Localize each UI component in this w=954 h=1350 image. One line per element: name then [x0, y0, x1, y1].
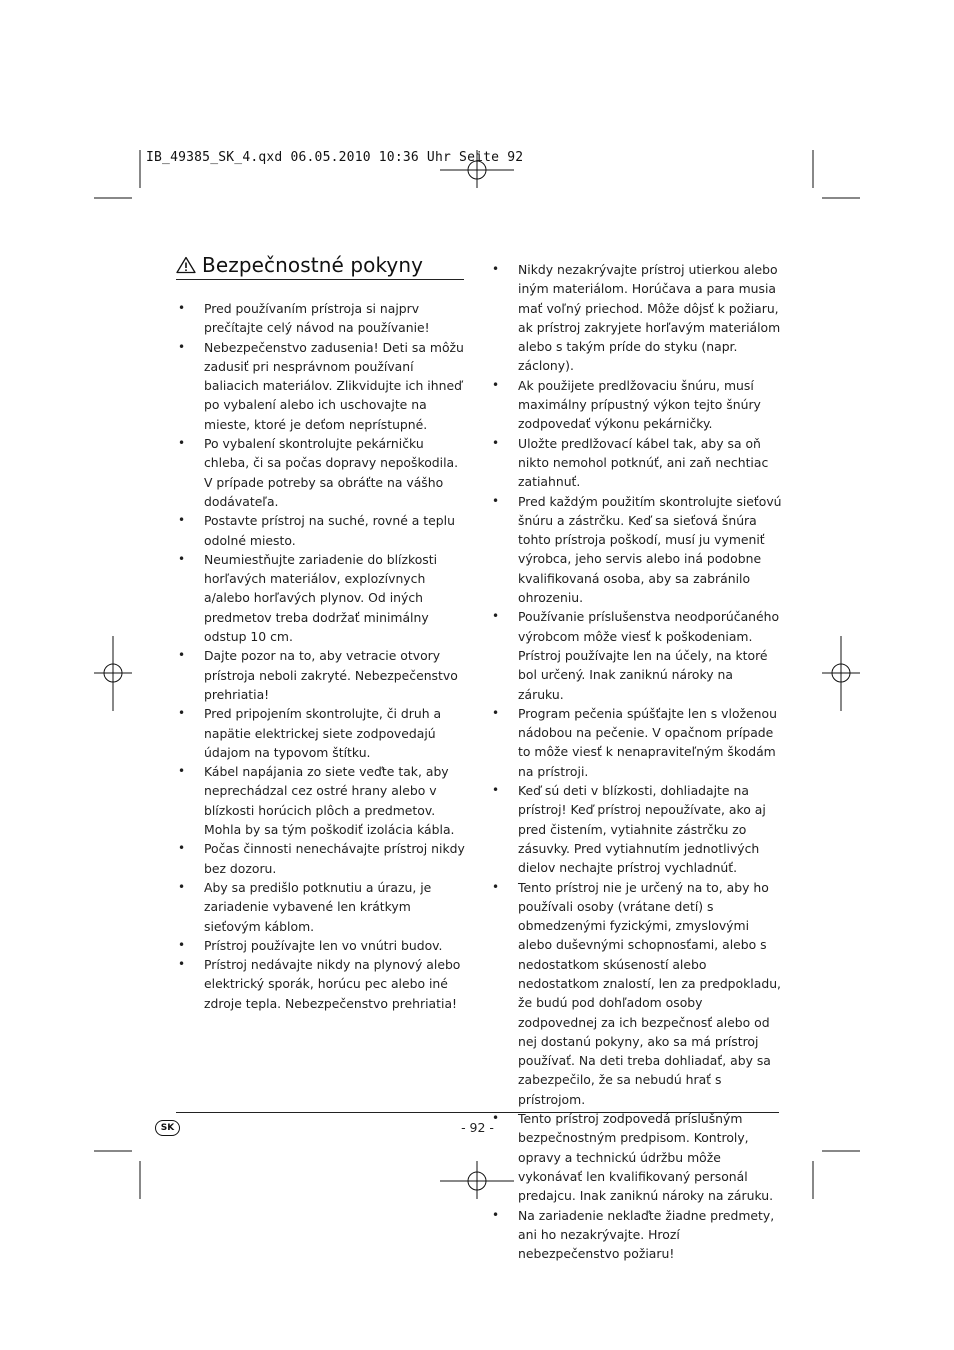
- list-item: [176, 936, 466, 955]
- print-slug-line: IB_49385_SK_4.qxd 06.05.2010 10:36 Uhr Seite 92: [146, 150, 524, 165]
- bullet-marker: •: [492, 262, 500, 276]
- list-item: [176, 762, 466, 839]
- list-item-text: Ak použijete predlžovaciu šnúru, musí maximálny prípustný výkon tejto šnúry zodpovedať výkonu pekárničky.: [518, 377, 761, 432]
- list-item-text: Na zariadenie neklaďte žiadne predmety, ani ho nezakrývajte. Hrozí nebezpečenstvo požiaru!: [518, 1207, 775, 1262]
- list-item-text: Pred každým použitím skontrolujte sieťovú šnúru a zástrčku. Keď sa sieťová šnúra tohto prístroja poškodí, musí ju vymeniť výrobca, jeho servis alebo iná podobne kvalifikovaná osoba, aby sa zabránilo ohrozeniu.: [518, 493, 782, 606]
- bullet-marker: •: [178, 879, 186, 894]
- bullet-marker: •: [178, 706, 186, 721]
- bullet-marker: •: [492, 705, 500, 720]
- warning-triangle-icon: [176, 256, 196, 274]
- bullet-marker: •: [492, 1207, 500, 1222]
- bullet-marker: •: [178, 764, 186, 779]
- list-item-text: Tento prístroj nie je určený na to, aby ho používali osoby (vrátane detí) s obmedzenými fyzickými, zmyslovými alebo duševnými schopnosťami, alebo s nedostatkom skúseností alebo nedostatkom znalostí, len za predpokladu, že budú pod dohľadom osoby zodpovednej za ich bezpečnosť alebo od nej dostanú pokyny, ako sa má prístroj používať. Na deti treba dohliadať, aby sa zabezpečilo, že sa nebudú hrať s prístrojom.: [518, 879, 781, 1107]
- language-badge: SK: [155, 1120, 180, 1136]
- bullet-marker: •: [492, 783, 500, 798]
- page-title: Bezpečnostné pokyny: [202, 253, 424, 277]
- list-item-text: Pred pripojením skontrolujte, či druh a napätie elektrickej siete zodpovedajú údajom na typovom štítku.: [204, 706, 442, 760]
- bullet-marker: •: [178, 937, 186, 952]
- list-item-text: Neumiestňujte zariadenie do blízkosti horľavých materiálov, explozívnych a/alebo horľavých plynov. Od iných predmetov treba dodržať minimálny odstup 10 cm.: [204, 551, 438, 645]
- bullet-marker: •: [178, 551, 186, 566]
- list-item-text: Po vybalení skontrolujte pekárničku chleba, či sa počas dopravy nepoškodila. V prípade potreby sa obráťte na vášho dodávateľa.: [204, 436, 459, 509]
- list-item: [490, 434, 782, 492]
- list-item: [176, 646, 466, 704]
- list-item-text: Kábel napájania zo siete veďte tak, aby neprechádzal cez ostré hrany alebo v blízkosti horúcich plôch a predmetov. Mohla by sa tým poškodiť izolácia kábla.: [204, 764, 455, 838]
- bullet-marker: •: [492, 377, 500, 392]
- bullet-marker: •: [492, 493, 500, 508]
- list-item-text: Tento prístroj zodpovedá príslušným bezpečnostným predpisom. Kontroly, opravy a technickú údržbu môže vykonávať len kvalifikovaný personál predajcu. Inak zaniknú nároky na záruku.: [518, 1111, 774, 1204]
- list-item: [176, 299, 466, 338]
- list-item-text: Dajte pozor na to, aby vetracie otvory prístroja neboli zakryté. Nebezpečenstvo prehriatia!: [204, 648, 458, 702]
- list-item-text: Aby sa predišlo potknutiu a úrazu, je zariadenie vybavené len krátkym sieťovým káblom.: [204, 879, 432, 934]
- safety-list-left: [176, 299, 466, 1013]
- bullet-marker: •: [492, 609, 500, 624]
- list-item: [490, 607, 782, 703]
- list-item-text: Keď sú deti v blízkosti, dohliadajte na prístroj! Keď prístroj nepoužívate, ako aj pred čistením, vytiahnite zástrčku zo zásuvky. Pred vytiahnutím jednotlivých dielov nechajte prístroj vychladnúť.: [518, 783, 766, 876]
- list-item: [176, 338, 466, 434]
- list-item-text: Prístroj nedávajte nikdy na plynový alebo elektrický sporák, horúcu pec alebo iné zdroje tepla. Nebezpečenstvo prehriatia!: [204, 957, 461, 1011]
- bullet-marker: •: [178, 841, 186, 856]
- footer-rule: [176, 1112, 779, 1113]
- bullet-marker: •: [492, 1111, 500, 1126]
- list-item: [490, 260, 782, 376]
- list-item-text: Uložte predlžovací kábel tak, aby sa oň nikto nemohol potknúť, ani zaň nechtiac zatiahnuť.: [518, 435, 769, 490]
- list-item: [176, 704, 466, 762]
- list-item-text: Používanie príslušenstva neodporúčaného výrobcom môže viesť k poškodeniam. Prístroj používajte len na účely, na ktoré bol určený. Inak zaniknú nároky na záruku.: [518, 609, 780, 702]
- section-heading: [176, 253, 464, 280]
- list-item: [176, 511, 466, 550]
- bullet-marker: •: [178, 339, 186, 354]
- list-item: [490, 1109, 782, 1205]
- list-item: [176, 550, 466, 646]
- page-number: - 92 -: [461, 1120, 494, 1135]
- list-item-text: Program pečenia spúšťajte len s vloženou nádobou na pečenie. V opačnom prípade to môže viesť k nenapraviteľným škodám na prístroji.: [518, 705, 777, 779]
- list-item: [176, 955, 466, 1013]
- list-item-text: Nikdy nezakrývajte prístroj utierkou alebo iným materiálom. Horúčava a para musia mať voľný priechod. Môže dôjsť k požiaru, ak prístroj zakryjete horľavým materiálom alebo s takým príde do styku (napr. záclony).: [518, 262, 781, 374]
- list-item: [490, 1206, 782, 1264]
- bullet-marker: •: [178, 513, 186, 528]
- bullet-marker: •: [178, 957, 186, 972]
- list-item: [490, 704, 782, 781]
- list-item: [490, 376, 782, 434]
- list-item-text: Prístroj používajte len vo vnútri budov.: [204, 937, 443, 953]
- list-item-text: Nebezpečenstvo zadusenia! Deti sa môžu zadusiť pri nesprávnom používaní baliacich materiálov. Zlikvidujte ich ihneď po vybalení alebo ich uschovajte na mieste, ktoré je deťom neprístupné.: [204, 339, 464, 432]
- list-item: [176, 878, 466, 936]
- bullet-marker: •: [492, 435, 500, 450]
- list-item: [490, 781, 782, 877]
- list-item-text: Pred používaním prístroja si najprv prečítajte celý návod na používanie!: [204, 301, 430, 336]
- bullet-marker: •: [178, 436, 186, 451]
- list-item: [176, 839, 466, 878]
- list-item: [490, 878, 782, 1110]
- bullet-marker: •: [178, 648, 186, 663]
- list-item-text: Postavte prístroj na suché, rovné a teplu odolné miesto.: [204, 513, 455, 548]
- list-item: [490, 492, 782, 608]
- bullet-marker: •: [178, 301, 186, 315]
- list-item-text: Počas činnosti nenechávajte prístroj nikdy bez dozoru.: [204, 841, 465, 876]
- list-item: [176, 434, 466, 511]
- bullet-marker: •: [492, 879, 500, 894]
